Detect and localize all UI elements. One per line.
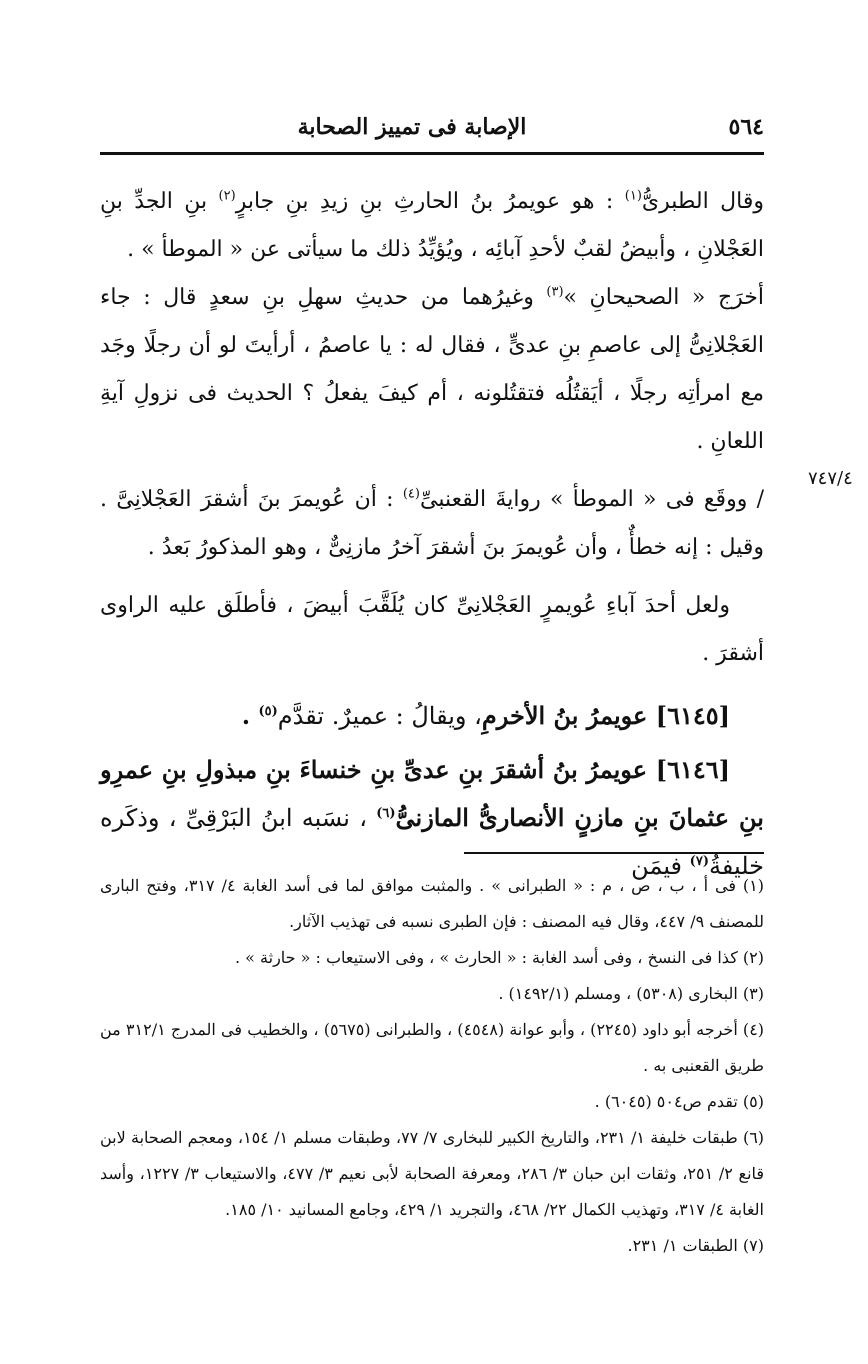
footnote-ref-6: (٦) xyxy=(376,806,396,821)
footnote-ref-7: (٧) xyxy=(689,854,709,869)
paragraph-2: أخرَج « الصحيحانِ »$^{(٣)}$ وغيرُهما من حديثِ سهلِ بنِ سعدٍ قال : جاء العَجْلانِىُّ إلى عاصمِ بنِ عدىٍّ ، فقال له : يا عاصمُ ، أرأيتَ لو أن رجلًا وجَد مع امرأتِه رجلًا ، أيَقتُلُه فتقتُلونه ، أم كيفَ يفعلُ ؟ الحديث فى نزولِ آيةِ اللعانِ . xyxy=(100,284,764,454)
footnote-2: (٢) كذا فى النسخ ، وفى أسد الغابة : « الحارث » ، وفى الاستيعاب : « حارثة » . xyxy=(234,948,764,967)
footnotes xyxy=(100,868,764,1264)
entry-6145: [٦١٤٥] عويمرُ بنُ الأخرمِ، ويقالُ : عميرٌ. تقدَّم$^{(٥)}$ . xyxy=(241,701,730,730)
paragraph-3: / ووقَع فى « الموطأ » روايةَ القعنبىِّ$^{(٤)}$ : أن عُويمرَ بنَ أشقرَ العَجْلانِىَّ . وقيل : إنه خطأٌ ، وأن عُويمرَ بنَ أشقرَ آخرُ مازنِىٌّ ، وهو المذكورُ بَعدُ . xyxy=(100,486,764,560)
footnote-ref-5: (٥) xyxy=(258,704,278,719)
header-rule xyxy=(100,152,764,155)
footnote-ref-3: (٣) xyxy=(546,284,564,300)
page-number: ٥٦٤ xyxy=(728,114,764,140)
footnote-ref-2: (٢) xyxy=(218,188,236,204)
footnote-6: (٦) طبقات خليفة ١/ ٢٣١، والتاريخ الكبير للبخارى ٧/ ٧٧، وطبقات مسلم ١/ ١٥٤، ومعجم الصحابة لابن قانع ٢/ ٢٥١، وثقات ابن حبان ٣/ ٢٨٦، ومعرفة الصحابة لأبى نعيم ٣/ ٤٧٧، والاستيعاب ٣/ ١٢٢٧، وأسد الغابة ٤/ ٣١٧، وتهذيب الكمال ٢٢/ ٤٦٨، والتجريد ١/ ٤٢٩، وجامع المسانيد ١٠/ ١٨٥. xyxy=(100,1128,765,1219)
main-text xyxy=(100,178,764,890)
footnote-3: (٣) البخارى (٥٣٠٨) ، ومسلم (١٤٩٢/١) . xyxy=(498,984,764,1003)
entry-6146: [٦١٤٦] عويمرُ بنُ أشقرَ بنِ عدىِّ بنِ خنساءَ بنِ مبذولِ بنِ عمرِو بنِ عثمانَ بنِ مازنٍ الأنصارىُّ المازنىُّ$^{(٦)}$ ، نسَبه ابنُ البَرْقِىِّ ، وذكَره خليفةُ$^{(٧)}$ فيمَن xyxy=(100,755,764,880)
footnote-ref-4: (٤) xyxy=(402,486,420,502)
footnote-1: (١) فى أ ، ب ، ص ، م : « الطبرانى » . والمثبت موافق لما فى أسد الغابة ٤/ ٣١٧، وفتح البارى للمصنف ٩/ ٤٤٧، وقال فيه المصنف : فإن الطبرى نسبه فى تهذيب الآثار. xyxy=(100,876,765,931)
margin-reference: ٧٤٧/٤ xyxy=(808,468,853,489)
footnote-7: (٧) الطبقات ١/ ٢٣١. xyxy=(627,1236,764,1255)
footnote-rule xyxy=(464,852,764,854)
paragraph-1: وقال الطبرىُّ$^{(١)}$ : هو عويمرُ بنُ الحارثِ بنِ زيدِ بنِ جابرٍ$^{(٢)}$ بنِ الجدِّ بنِ العَجْلانِ ، وأبيضُ لقبٌ لأحدِ آبائِه ، ويُؤيِّدُ ذلك ما سيأتى عن « الموطأ » . xyxy=(100,188,764,262)
paragraph-4: ولعل أحدَ آباءِ عُويمرٍ العَجْلانِىِّ كان يُلَقَّبَ أبيضَ ، فأطلَق عليه الراوى أشقرَ . xyxy=(100,593,764,666)
book-title: الإصابة فى تمييز الصحابة xyxy=(297,114,527,140)
footnote-4: (٤) أخرجه أبو داود (٢٢٤٥) ، وأبو عوانة (٤٥٤٨) ، والطبرانى (٥٦٧٥) ، والخطيب فى المدرج ٣١٢/١ من طريق القعنبى به . xyxy=(100,1020,765,1075)
footnote-ref-1: (١) xyxy=(624,188,642,204)
footnote-5: (٥) تقدم ص٥٠٤ (٦٠٤٥) . xyxy=(594,1092,764,1111)
running-header xyxy=(100,108,764,150)
